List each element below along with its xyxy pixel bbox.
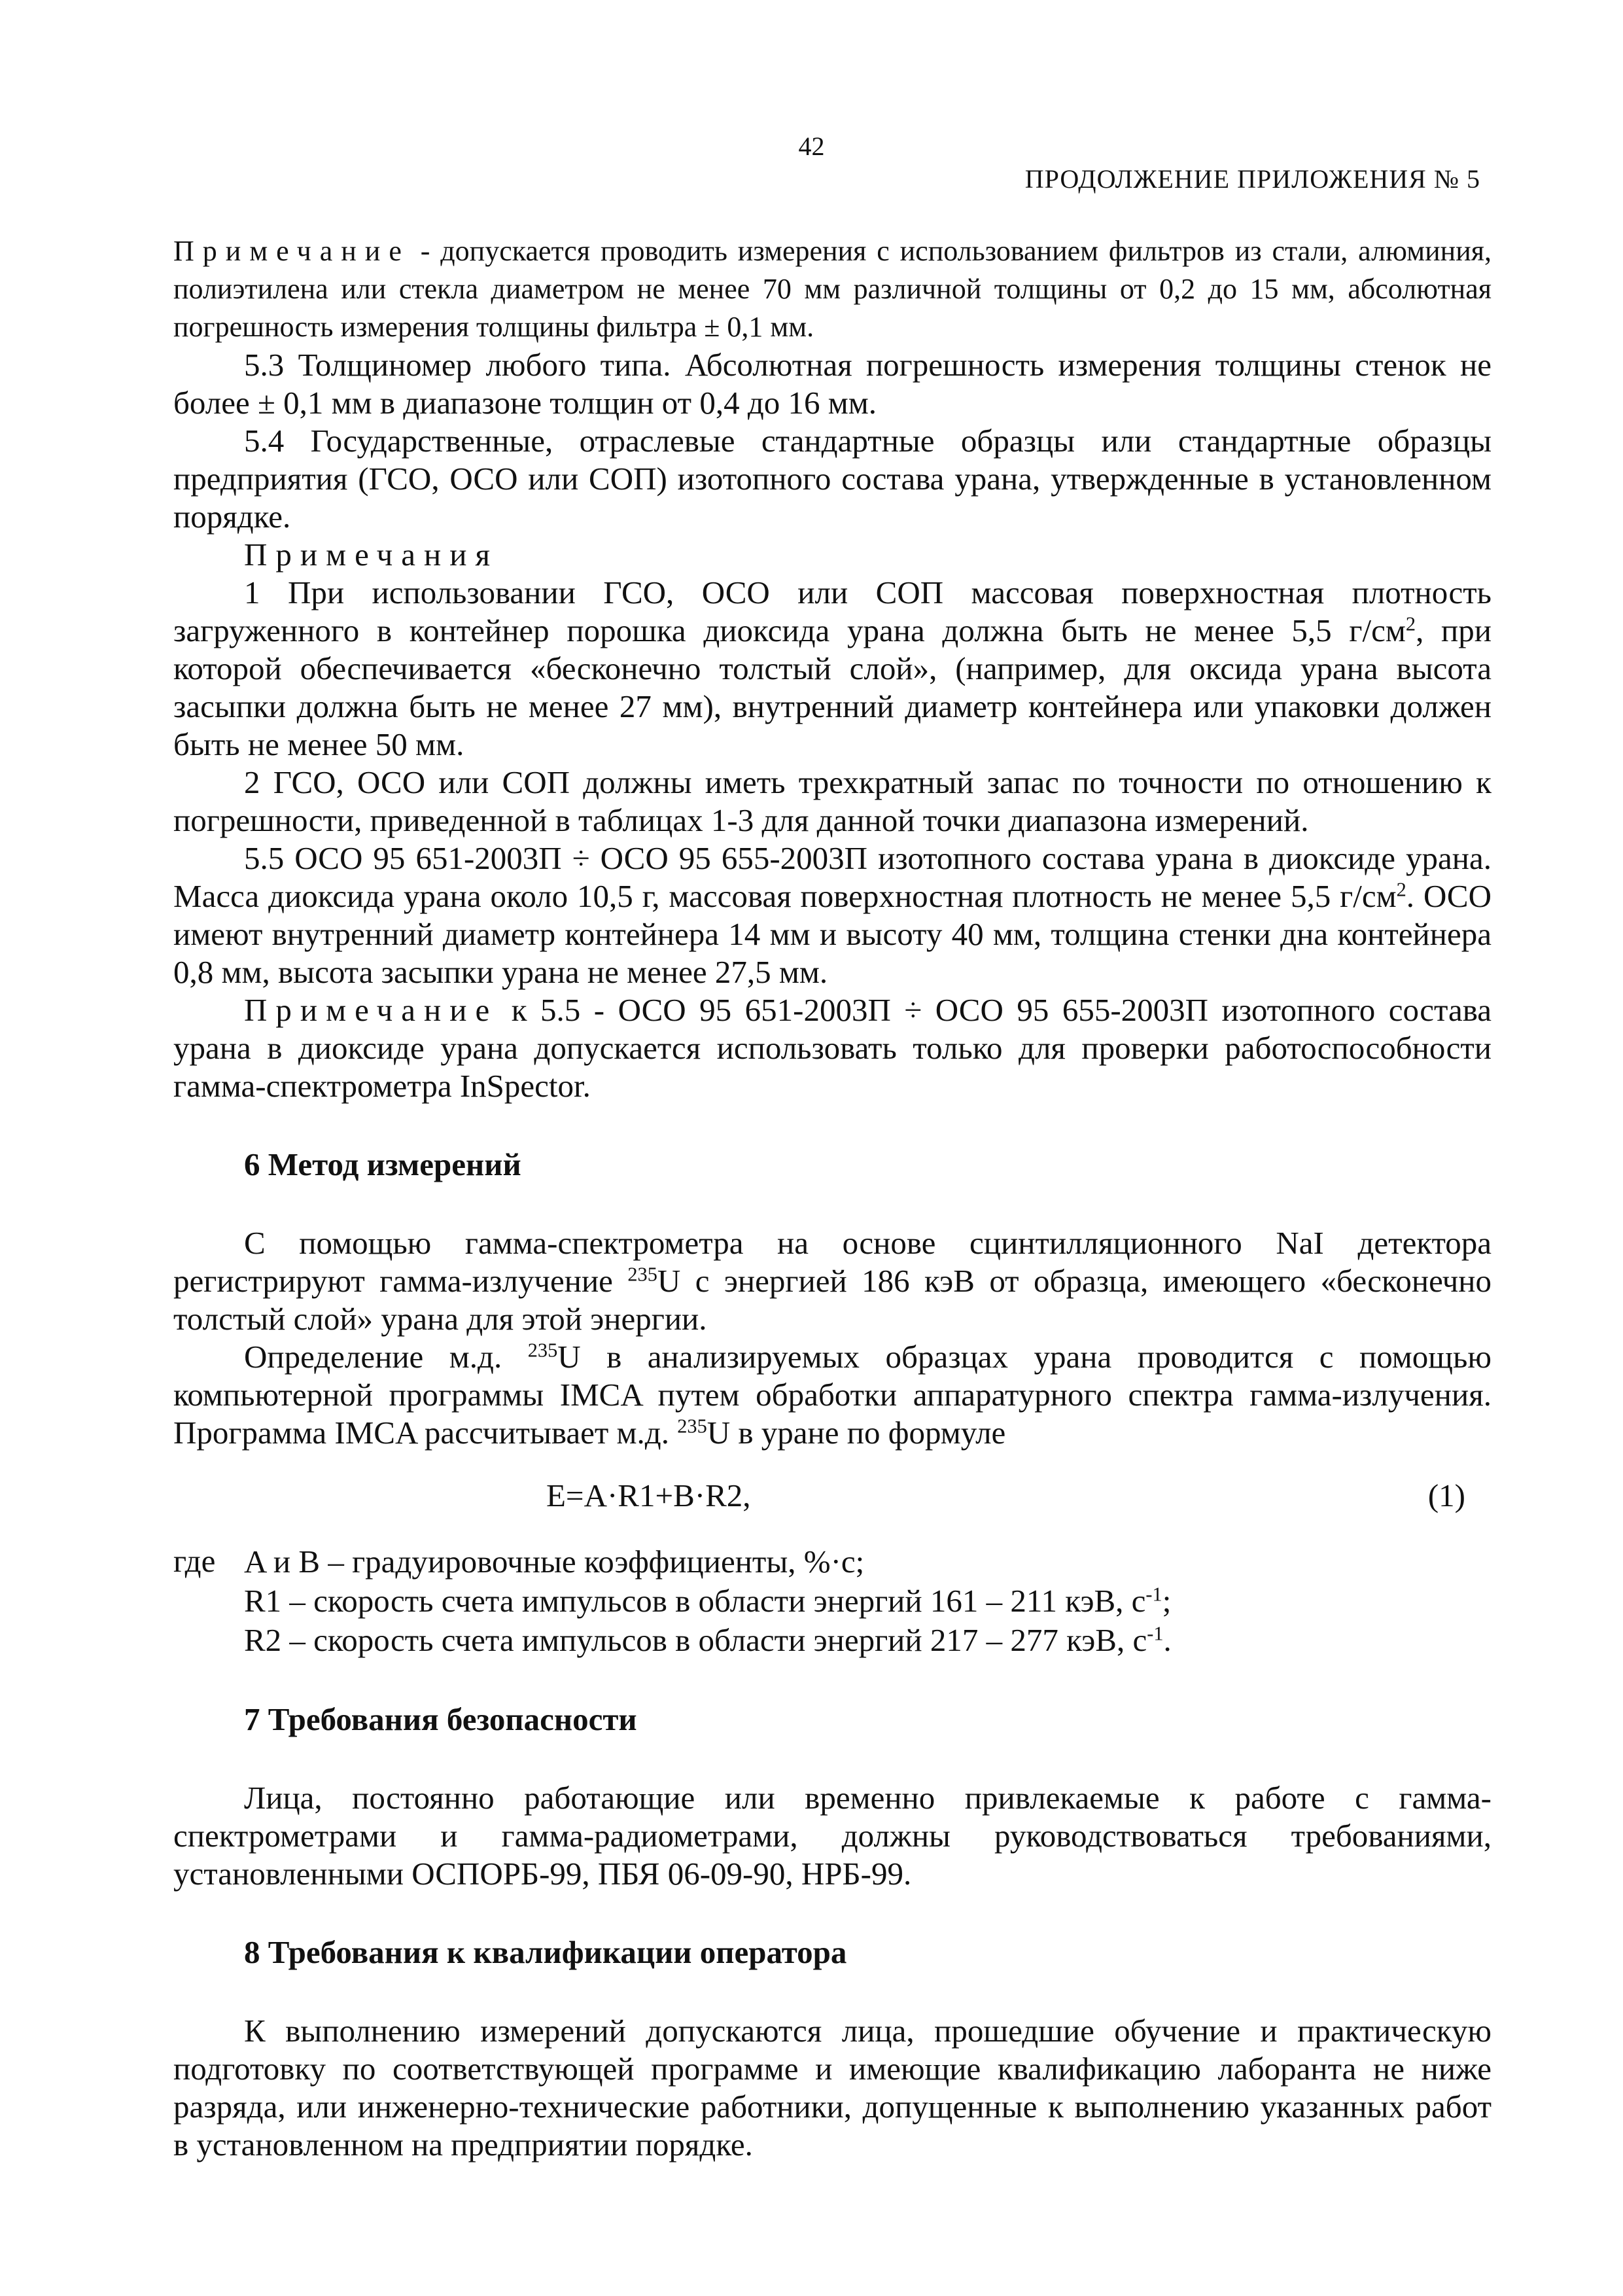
s6p1-b: U с энергией 186 кэВ от образца, имеющего «бесконечно толстый слой» урана для этой энергии. (173, 1263, 1492, 1337)
note-item-1-text-a: 1 При использовании ГСО, ОСО или СОП массовая поверхностная плотность загруженного в контейнер порошка диоксида урана должна быть не менее 5,5 г/см (173, 574, 1492, 648)
paragraph-5-3: 5.3 Толщиномер любого типа. Абсолютная погрешность измерения толщины стенок не более ± 0,1 мм в диапазоне толщин от 0,4 до 16 мм. (173, 347, 1492, 421)
formula-row (173, 1477, 1492, 1515)
note-label: Примечание (173, 235, 410, 267)
paragraph-5-5-text-b: . ОСО имеют внутренний диаметр контейнера 14 мм и высоту 40 мм, толщина стенки дна контейнера 0,8 мм, высота засыпки урана не менее 27,5 мм. (173, 878, 1492, 990)
paragraph-5-5 (173, 839, 1492, 991)
note-5-5 (173, 991, 1492, 1105)
where-r1-end: ; (1162, 1583, 1172, 1619)
s6p1-sup: 235 (627, 1263, 657, 1286)
s6p2-sup2: 235 (677, 1415, 707, 1438)
note-text: - допускается проводить измерения с использованием фильтров из стали, алюминия, полиэтилена или стекла диаметром не менее 70 мм различной толщины от 0,2 до 15 мм, абсолютная погрешность измерения толщины фильтра ± 0,1 мм. (173, 235, 1492, 343)
section-7-title: 7 Требования безопасности (244, 1701, 637, 1737)
note-item-2: 2 ГСО, ОСО или СОП должны иметь трехкратный запас по точности по отношению к погрешности, приведенной в таблицах 1-3 для данной точки диапазона измерений. (173, 764, 1492, 838)
page-number: 42 (798, 132, 825, 161)
where-item-r1 (244, 1581, 1492, 1621)
paragraph-5-5-text-a: 5.5 ОСО 95 651-2003П ÷ ОСО 95 655-2003П изотопного состава урана в диоксиде урана. Масса диоксида урана около 10,5 г, массовая поверхностная плотность не менее 5,5 г/см (173, 840, 1492, 914)
section-6-paragraph-2 (173, 1338, 1492, 1452)
paragraph-5-5-sup: 2 (1396, 878, 1406, 901)
note-5-5-text: - ОСО 95 651-2003П ÷ ОСО 95 655-2003П изотопного состава урана в диоксиде урана допускается использовать только для проверки работоспособности гамма-спектрометра InSpector. (173, 992, 1492, 1104)
note-item-1-text-b: , при которой обеспечивается «бесконечно толстый слой», (например, для оксида урана высота засыпки должна быть не менее 27 мм), внутренний диаметр контейнера или упаковки должен быть не менее 50 мм. (173, 612, 1492, 762)
equation-number: (1) (1427, 1477, 1465, 1513)
where-item-r2 (244, 1621, 1492, 1660)
where-items (244, 1542, 1492, 1660)
section-6-title: 6 Метод измерений (244, 1146, 521, 1182)
note-5-5-ref: к 5.5 (498, 992, 581, 1028)
section-6-paragraph-1 (173, 1224, 1492, 1338)
paragraph-5-4: 5.4 Государственные, отраслевые стандартные образцы или стандартные образцы предприятия (ГСО, ОСО или СОП) изотопного состава урана, утвержденные в установленном порядке. (173, 423, 1492, 535)
section-8-text: К выполнению измерений допускаются лица, прошедшие обучение и практическую подготовку по соответствующей программе и имеющие квалификацию лаборанта не ниже разряда, или инженерно-технические работники, допущенные к выполнению указанных работ в установленном на предприятии порядке. (173, 2013, 1492, 2163)
document-body (173, 232, 1492, 2164)
section-7-text: Лица, постоянно работающие или временно привлекаемые к работе с гамма-спектрометрами и гамма-радиометрами, должны руководствоваться требованиями, установленными ОСПОРБ-99, ПБЯ 06-09-90, НРБ-99. (173, 1780, 1492, 1892)
where-r2-text: R2 – скорость счета импульсов в области энергий 217 – 277 кэВ, с (244, 1622, 1147, 1658)
where-label: где (173, 1543, 216, 1579)
notes-label: Примечания (244, 537, 499, 573)
where-r2-sup: -1 (1147, 1622, 1164, 1645)
where-r2-end: . (1163, 1622, 1172, 1658)
s6p2-sup1: 235 (527, 1339, 558, 1362)
note-item-1-sup: 2 (1405, 612, 1416, 635)
formula: E=A·R1+B·R2, (546, 1477, 751, 1513)
s6p1-a: С помощью гамма-спектрометра на основе сцинтилляционного NaI детектора регистрируют гамма-излучение (173, 1225, 1492, 1299)
section-8-title: 8 Требования к квалификации оператора (244, 1934, 847, 1970)
where-r1-sup: -1 (1145, 1583, 1162, 1606)
note-5-5-label: Примечание (244, 992, 498, 1028)
s6p2-c: U в уране по формуле (707, 1415, 1006, 1451)
appendix-header: ПРОДОЛЖЕНИЕ ПРИЛОЖЕНИЯ № 5 (1024, 164, 1480, 194)
note-item-1 (173, 574, 1492, 764)
where-r1-text: R1 – скорость счета импульсов в области энергий 161 – 211 кэВ, с (244, 1583, 1146, 1619)
s6p2-a: Определение м.д. (244, 1339, 528, 1375)
note-filters (173, 232, 1492, 346)
where-item-coefficients: A и B – градуировочные коэффициенты, %·с; (244, 1544, 865, 1580)
s6p2-b: U в анализируемых образцах урана проводится с помощью компьютерной программы IMCA путем обработки аппаратурного спектра гамма-излучения. Программа IMCA рассчитывает м.д. (173, 1339, 1492, 1451)
formula-legend (173, 1542, 1492, 1660)
